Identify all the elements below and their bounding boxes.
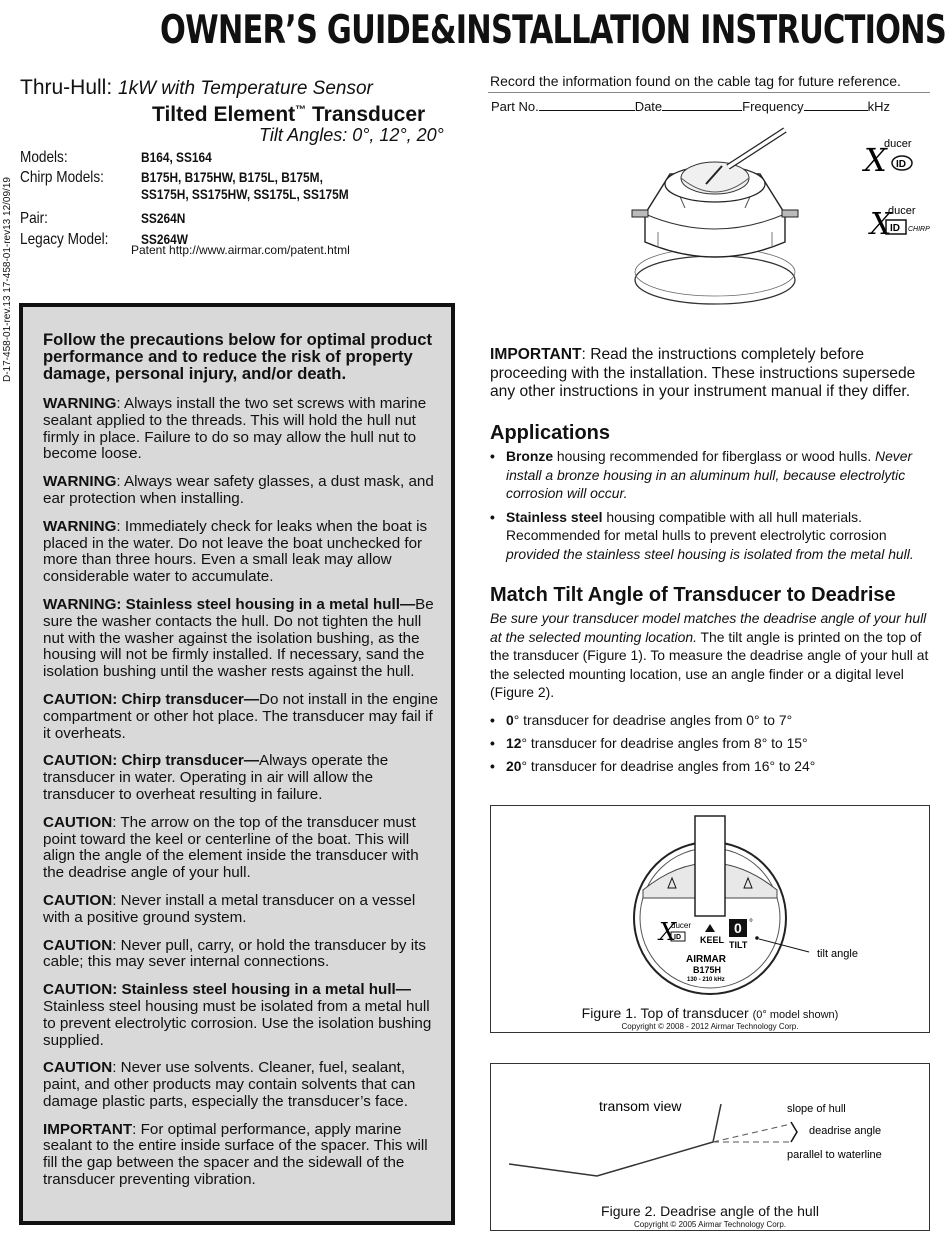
- precaution-subject: : Chirp transducer—: [112, 752, 260, 770]
- precaution-label: WARNING: [43, 473, 117, 491]
- xducer-id-logo: [862, 133, 930, 177]
- svg-text:X: X: [659, 918, 677, 946]
- svg-text:X: X: [870, 207, 892, 242]
- precautions-box: [19, 303, 455, 1225]
- models-value: B164, SS164: [141, 149, 212, 165]
- figure-1-copyright: Copyright © 2008 - 2012 Airmar Technology Corp.: [621, 1022, 799, 1031]
- fig1-tilt-text: TILT: [729, 940, 748, 950]
- fig1-freq: 130 - 210 kHz: [687, 977, 725, 983]
- precaution-item: [43, 597, 443, 681]
- fig1-xducer-text: ducer: [671, 921, 692, 930]
- precaution-item: [43, 1060, 443, 1110]
- app-stainless-note: provided the stainless steel housing is isolated from the metal hull.: [506, 545, 914, 562]
- title-installation: INSTALLATION INSTRUCTIONS: [455, 8, 946, 53]
- svg-text:CHIRP: CHIRP: [908, 226, 930, 233]
- app-stainless-label: Stainless steel: [506, 508, 603, 525]
- chirp-models-value-2: SS175H, SS175HW, SS175L, SS175M: [141, 186, 349, 202]
- patent-link[interactable]: Patent http://www.airmar.com/patent.html: [131, 243, 350, 257]
- precaution-item: [43, 396, 443, 463]
- record-divider: [488, 92, 930, 93]
- tilt-angle-list: [490, 709, 930, 778]
- applications-heading: Applications: [490, 422, 611, 444]
- figure-1-caption-main: Figure 1. Top of transducer: [581, 1005, 749, 1021]
- tilt-value: 20: [506, 758, 522, 774]
- svg-text:ID: ID: [896, 159, 906, 170]
- precaution-subject: : Stainless steel housing in a metal hull—: [112, 981, 411, 999]
- precaution-label: WARNING: [43, 595, 117, 613]
- precaution-label: CAUTION: [43, 1059, 113, 1077]
- precaution-label: WARNING: [43, 517, 117, 535]
- match-tilt-text: [490, 609, 930, 702]
- app-bronze-note: Never install a bronze housing in an aluminum hull, because electrolytic corrosion will occur.: [506, 448, 913, 501]
- list-item: [490, 732, 930, 755]
- app-bronze-text: housing recommended for fiberglass or wood hulls.: [553, 448, 876, 464]
- precaution-text: : The arrow on the top of the transducer must point toward the keel or centerline of the boat. This will align the angle of the element inside the transducer with the deadrise angle of your hull.: [43, 813, 419, 882]
- list-item: [490, 508, 935, 564]
- list-item: [490, 755, 930, 778]
- bullet-icon: •: [490, 508, 495, 525]
- precaution-label: CAUTION: [43, 752, 113, 770]
- app-stainless-text: housing compatible with all hull materials. Recommended for metal hulls to prevent electrolytic corrosion: [506, 508, 887, 543]
- bullet-icon: •: [490, 758, 495, 774]
- chirp-models-label: Chirp Models:: [20, 169, 104, 186]
- figure-1-caption: [491, 1005, 929, 1021]
- svg-text:ducer: ducer: [888, 205, 916, 217]
- list-item: [490, 447, 935, 503]
- figure-2: [490, 1063, 930, 1231]
- tilt-value: 12: [506, 735, 522, 751]
- chirp-models-row-2: [20, 185, 385, 204]
- document-code-text: D-17-458-01-rev.13 17-458-01-rev13 12/09/19: [2, 177, 13, 382]
- precaution-text: : For optimal performance, apply marine sealant to the entire inside surface of the spacer. This will fill the gap between the spacer and the sidewall of the transducer preventing vibration.: [43, 1120, 428, 1189]
- precaution-text: : Always wear safety glasses, a dust mask, and ear protection when installing.: [43, 473, 434, 507]
- precaution-item: [43, 893, 443, 927]
- precaution-subject: : Chirp transducer—: [112, 690, 260, 708]
- applications-list: [490, 447, 935, 568]
- tilt-range: ° transducer for deadrise angles from 0° to 7°: [513, 712, 793, 728]
- part-no-field[interactable]: [539, 98, 635, 111]
- fig2-transom-view: transom view: [599, 1098, 682, 1114]
- record-fields: [491, 98, 890, 114]
- precaution-item: [43, 1122, 443, 1189]
- match-tilt-italic: Be sure your transducer model matches the deadrise angle of your hull at the selected mounting location.: [490, 610, 927, 645]
- precaution-item: [43, 519, 443, 586]
- trademark: ™: [295, 104, 307, 116]
- fig1-tilt-deg: °: [749, 918, 753, 929]
- match-tilt-body: The tilt angle is printed on the top of the transducer (Figure 1). To measure the deadrise angle of your hull at the selected mounting location, use an angle finder or a digital level (Figure 2).: [490, 628, 929, 700]
- chirp-models-value: B175H, B175HW, B175L, B175M,: [141, 169, 323, 185]
- thru-hull-line: [20, 76, 373, 100]
- fig1-callout: tilt angle: [817, 948, 858, 960]
- figure-2-illustration: [491, 1064, 929, 1204]
- title-ampersand: &: [430, 8, 456, 53]
- svg-text:ID: ID: [674, 934, 681, 941]
- precaution-text: Be sure the washer contacts the hull. Do not tighten the hull nut with the washer against the isolation bushing, as the housing will not be firmly installed. If necessary, sand the isolation bushing until the washer rests against the hull.: [43, 595, 434, 681]
- precaution-subject: : Stainless steel housing in a metal hull—: [116, 595, 416, 613]
- xducer-id-chirp-logo: [868, 196, 932, 242]
- precaution-label: CAUTION: [43, 690, 113, 708]
- title-owners-guide: OWNER’S GUIDE: [160, 8, 431, 53]
- important-notice: [490, 346, 930, 402]
- tilt-range: ° transducer for deadrise angles from 16° to 24°: [521, 758, 816, 774]
- important-text: : Read the instructions completely before proceeding with the installation. These instructions supersede any other instructions in your instrument manual if they differ.: [490, 346, 916, 400]
- precaution-label: CAUTION: [43, 981, 113, 999]
- list-item: [490, 709, 930, 732]
- precaution-item: [43, 692, 443, 742]
- precaution-item: [43, 474, 443, 508]
- xducer-logo-text: ducer: [884, 138, 912, 150]
- thru-hull-desc: 1kW with Temperature Sensor: [118, 78, 373, 99]
- precautions-list: [43, 396, 451, 1189]
- date-label: Date: [634, 99, 663, 114]
- precaution-label: CAUTION: [43, 891, 113, 909]
- precaution-text: Stainless steel housing must be isolated from a metal hull to prevent electrolytic corrosion. Use the isolation bushing supplied.: [43, 997, 432, 1049]
- date-field[interactable]: [662, 98, 742, 111]
- models-row: [20, 148, 385, 167]
- part-no-label: Part No.: [491, 99, 539, 114]
- tilt-angles: Tilt Angles: 0°, 12°, 20°: [259, 125, 444, 145]
- thru-hull-label: Thru-Hull:: [20, 76, 113, 99]
- precaution-text: : Never install a metal transducer on a vessel with a positive ground system.: [43, 891, 416, 926]
- figure-2-caption: Figure 2. Deadrise angle of the hull: [601, 1203, 819, 1219]
- tilt-range: ° transducer for deadrise angles from 8° to 15°: [521, 735, 808, 751]
- precaution-label: IMPORTANT: [43, 1120, 133, 1138]
- chirp-models-label-2: [20, 185, 123, 204]
- fig1-brand: AIRMAR: [686, 954, 726, 965]
- product-name: [152, 103, 425, 127]
- precaution-text: Do not install in the engine compartment or other hot place. The transducer may fail if it overheats.: [43, 690, 439, 742]
- fig1-keel-text: KEEL: [700, 935, 725, 945]
- page-title: [160, 8, 946, 60]
- important-label: IMPORTANT: [490, 346, 582, 363]
- frequency-label: Frequency: [742, 99, 804, 114]
- figure-2-copyright: Copyright © 2005 Airmar Technology Corp.: [633, 1220, 787, 1229]
- svg-text:ID: ID: [890, 223, 900, 234]
- precaution-text: : Always install the two set screws with marine sealant applied to the threads. This will hold the hull nut firmly in place. Failure to do so may allow the hull nut to become loose.: [43, 395, 427, 463]
- precaution-text: : Immediately check for leaks when the boat is placed in the water. Do not leave the boat unchecked for more than three hours. Even a small leak may allow considerable water to accumulate.: [43, 517, 428, 586]
- app-bronze-label: Bronze: [506, 448, 554, 464]
- precaution-item: [43, 753, 443, 803]
- fig1-model: B175H: [693, 965, 722, 975]
- bullet-icon: •: [490, 735, 495, 751]
- models-list: [20, 148, 385, 250]
- precaution-text: : Never pull, carry, or hold the transducer by its cable; this may sever internal connections.: [43, 936, 426, 971]
- khz-label: kHz: [867, 99, 890, 114]
- tilt-value: 0: [506, 712, 514, 728]
- precaution-label: WARNING: [43, 395, 117, 412]
- fig2-slope: slope of hull: [787, 1103, 846, 1115]
- pair-value: SS264N: [141, 210, 186, 226]
- figure-1-caption-small: (0° model shown): [752, 1009, 839, 1021]
- precaution-item: [43, 982, 443, 1049]
- bullet-icon: •: [490, 712, 495, 728]
- precaution-text: : Never use solvents. Cleaner, fuel, sealant, paint, and other products may contain solvents that can damage plastic parts, especially the transducer’s face.: [43, 1059, 416, 1110]
- bullet-icon: •: [490, 448, 495, 464]
- transducer-illustration: [610, 122, 830, 317]
- legacy-value: SS264W: [141, 231, 188, 247]
- figure-1-illustration: [491, 806, 929, 1006]
- svg-text:X: X: [864, 141, 887, 177]
- precaution-item: [43, 938, 443, 972]
- pair-row: [20, 209, 385, 228]
- record-instruction: Record the information found on the cable tag for future reference.: [490, 73, 901, 89]
- precaution-text: Always operate the transducer in water. Operating in air will allow the transducer to overheat resulting in failure.: [43, 752, 389, 803]
- legacy-label: Legacy Model:: [20, 231, 109, 248]
- match-tilt-heading: Match Tilt Angle of Transducer to Deadrise: [490, 584, 896, 606]
- fig1-tilt-value: 0: [734, 920, 742, 936]
- precaution-item: [43, 815, 443, 882]
- models-label: Models:: [20, 149, 68, 166]
- precaution-label: CAUTION: [43, 813, 113, 831]
- precaution-label: CAUTION: [43, 936, 113, 954]
- pair-label: Pair:: [20, 210, 48, 227]
- product-type: Transducer: [312, 103, 426, 126]
- product-name-text: Tilted Element: [152, 103, 296, 126]
- frequency-field[interactable]: [804, 98, 868, 111]
- fig2-deadrise: deadrise angle: [809, 1125, 882, 1137]
- fig2-parallel: parallel to waterline: [787, 1149, 882, 1161]
- figure-1: [490, 805, 930, 1033]
- precautions-heading: Follow the precautions below for optimal product performance and to reduce the risk of property damage, personal injury, and/or death.: [43, 330, 433, 383]
